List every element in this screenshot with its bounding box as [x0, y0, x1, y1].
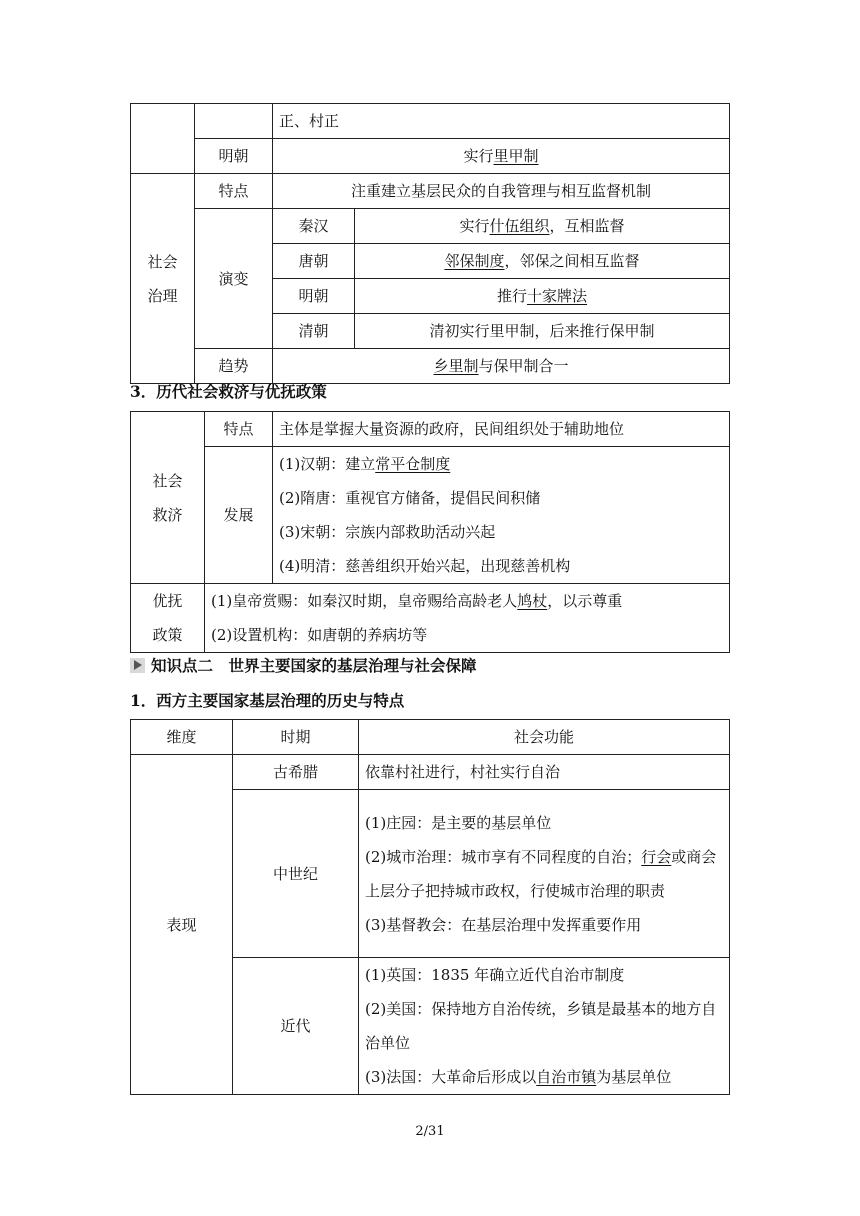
- feature-text: 主体是掌握大量资源的政府，民间组织处于辅助地位: [273, 412, 730, 447]
- list-item: (3)宋朝：宗族内部救助活动兴起: [279, 523, 496, 541]
- list-item: (3)法国：大革命后形成以自治市镇为基层单位: [365, 1068, 672, 1086]
- feature-text: 注重建立基层民众的自我管理与相互监督机制: [273, 174, 730, 209]
- list-item: (4)明清：慈善组织开始兴起，出现慈善机构: [279, 557, 571, 575]
- era-label: 清朝: [273, 314, 355, 349]
- development-list: [273, 447, 730, 584]
- ming-label: 明朝: [195, 139, 273, 174]
- list-item: (2)设置机构：如唐朝的养病坊等: [211, 626, 428, 644]
- list-item: (2)美国：保持地方自治传统，乡镇是最基本的地方自治单位: [365, 1000, 717, 1052]
- page-number: 2/31: [415, 1124, 445, 1139]
- knowledge-point-title: 知识点二 世界主要国家的基层治理与社会保障: [130, 654, 477, 676]
- list-item: (3)基督教会：在基层治理中发挥重要作用: [365, 915, 642, 934]
- preferential-policy-list: [205, 584, 730, 653]
- blank-cell: [131, 104, 195, 174]
- list-item: (2)城市治理：城市享有不同程度的自治；行会或商会上层分子把持城市政权，行使城市治理的职责: [365, 847, 717, 900]
- section-heading-1: 1．西方主要国家基层治理的历史与特点: [130, 691, 405, 710]
- continued-text: 正、村正: [273, 104, 730, 139]
- list-item: (1)英国：1835 年确立近代自治市制度: [365, 966, 625, 984]
- function-list: [359, 790, 730, 958]
- development-label: 发展: [205, 447, 273, 584]
- column-header: 时期: [233, 720, 359, 755]
- function-list: [359, 958, 730, 1095]
- dimension-label: 表现: [131, 755, 233, 1095]
- preferential-policy-label: 优抚 政策: [131, 584, 205, 653]
- era-text: 清初实行里甲制，后来推行保甲制: [355, 314, 730, 349]
- section-heading-3: 3．历代社会救济与优抚政策: [130, 382, 327, 401]
- list-item: (2)隋唐：重视官方储备，提倡民间积储: [279, 489, 541, 507]
- list-item: (1)皇帝赏赐：如秦汉时期，皇帝赐给高龄老人鸠杖，以示尊重: [211, 592, 623, 610]
- social-relief-label: 社会 救济: [131, 412, 205, 584]
- list-item: (1)汉朝：建立常平仓制度: [279, 455, 451, 473]
- era-label: 唐朝: [273, 244, 355, 279]
- trend-text: 乡里制与保甲制合一: [273, 349, 730, 384]
- column-header: 社会功能: [359, 720, 730, 755]
- social-relief-table: [130, 411, 730, 653]
- function-text: 依靠村社进行，村社实行自治: [359, 755, 730, 790]
- period-label: 中世纪: [233, 790, 359, 958]
- play-marker-icon: [130, 658, 145, 673]
- western-governance-table: [130, 719, 730, 1095]
- column-header: 维度: [131, 720, 233, 755]
- feature-label: 特点: [205, 412, 273, 447]
- trend-label: 趋势: [195, 349, 273, 384]
- blank-cell: [195, 104, 273, 139]
- evolution-label: 演变: [195, 209, 273, 349]
- era-label: 秦汉: [273, 209, 355, 244]
- ming-text: 实行里甲制: [273, 139, 730, 174]
- list-item: (1)庄园：是主要的基层单位: [365, 813, 552, 832]
- era-label: 明朝: [273, 279, 355, 314]
- social-governance-table: [130, 103, 730, 384]
- era-text: 邻保制度，邻保之间相互监督: [355, 244, 730, 279]
- era-text: 实行什伍组织，互相监督: [355, 209, 730, 244]
- period-label: 近代: [233, 958, 359, 1095]
- feature-label: 特点: [195, 174, 273, 209]
- era-text: 推行十家牌法: [355, 279, 730, 314]
- period-label: 古希腊: [233, 755, 359, 790]
- social-governance-label: 社会 治理: [131, 174, 195, 384]
